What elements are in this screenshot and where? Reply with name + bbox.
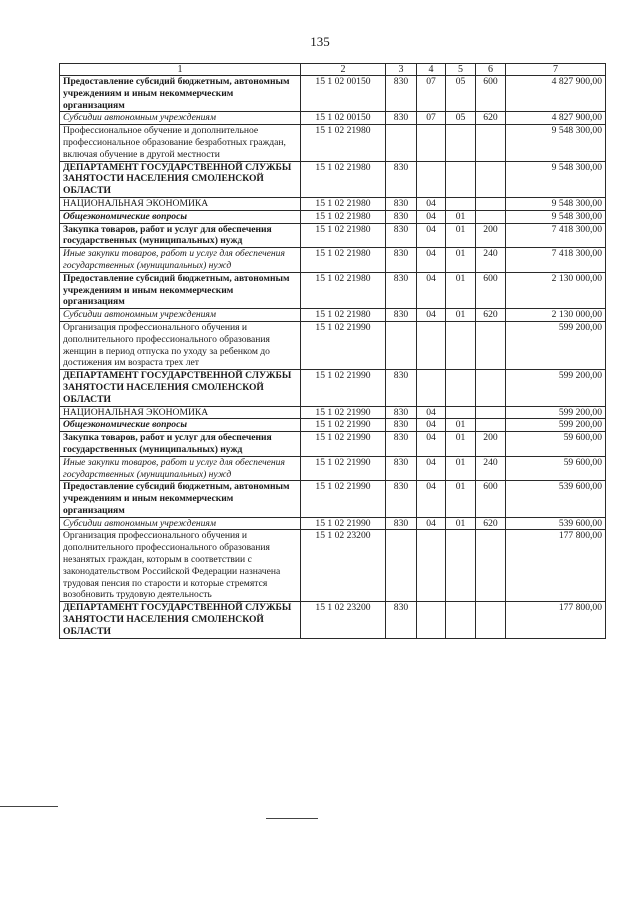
row-name-cell: Предоставление субсидий бюджетным, автономным учреждениям и иным некоммерческим организациям	[60, 481, 301, 517]
row-amount-cell: 7 418 300,00	[506, 223, 606, 248]
row-dept-cell: 830	[386, 602, 417, 638]
table-row	[60, 419, 606, 432]
row-name-cell: ДЕПАРТАМЕНТ ГОСУДАРСТВЕННОЙ СЛУЖБЫ ЗАНЯТОСТИ НАСЕЛЕНИЯ СМОЛЕНСКОЙ ОБЛАСТИ	[60, 602, 301, 638]
row-code-cell: 15 1 02 21980	[301, 197, 386, 210]
row-section-cell: 04	[417, 456, 446, 481]
row-subsection-cell: 01	[446, 419, 476, 432]
row-amount-cell: 9 548 300,00	[506, 197, 606, 210]
row-subsection-cell	[446, 161, 476, 197]
header-cell: 7	[506, 64, 606, 76]
row-section-cell: 04	[417, 517, 446, 530]
row-dept-cell: 830	[386, 161, 417, 197]
row-subsection-cell: 01	[446, 517, 476, 530]
row-subsection-cell: 01	[446, 210, 476, 223]
row-code-cell: 15 1 02 21990	[301, 370, 386, 406]
row-code-cell: 15 1 02 23200	[301, 602, 386, 638]
row-amount-cell: 9 548 300,00	[506, 210, 606, 223]
row-expense-cell	[476, 125, 506, 161]
table-row	[60, 432, 606, 457]
row-dept-cell: 830	[386, 432, 417, 457]
row-amount-cell: 7 418 300,00	[506, 248, 606, 273]
row-amount-cell: 9 548 300,00	[506, 125, 606, 161]
row-amount-cell: 4 827 900,00	[506, 76, 606, 112]
row-dept-cell: 830	[386, 406, 417, 419]
row-expense-cell	[476, 530, 506, 602]
row-amount-cell: 599 200,00	[506, 321, 606, 369]
row-section-cell	[417, 321, 446, 369]
row-subsection-cell	[446, 370, 476, 406]
table-row	[60, 602, 606, 638]
table-row	[60, 530, 606, 602]
row-expense-cell: 240	[476, 248, 506, 273]
row-name-cell: Иные закупки товаров, работ и услуг для обеспечения государственных (муниципальных) нужд	[60, 248, 301, 273]
row-dept-cell: 830	[386, 112, 417, 125]
row-subsection-cell	[446, 125, 476, 161]
row-expense-cell	[476, 419, 506, 432]
table-row	[60, 125, 606, 161]
table-body	[60, 64, 606, 639]
row-expense-cell: 200	[476, 223, 506, 248]
row-dept-cell: 830	[386, 197, 417, 210]
row-code-cell: 15 1 02 21990	[301, 481, 386, 517]
row-expense-cell	[476, 602, 506, 638]
header-cell: 3	[386, 64, 417, 76]
table-row	[60, 481, 606, 517]
row-expense-cell	[476, 370, 506, 406]
table-row	[60, 272, 606, 308]
row-subsection-cell: 01	[446, 248, 476, 273]
row-amount-cell: 599 200,00	[506, 406, 606, 419]
table-header-row	[60, 64, 606, 76]
table-row	[60, 370, 606, 406]
row-subsection-cell	[446, 321, 476, 369]
page-number: 135	[310, 34, 330, 49]
table-row	[60, 321, 606, 369]
header-cell: 6	[476, 64, 506, 76]
row-code-cell: 15 1 02 23200	[301, 530, 386, 602]
row-name-cell: Иные закупки товаров, работ и услуг для обеспечения государственных (муниципальных) нужд	[60, 456, 301, 481]
row-dept-cell: 830	[386, 223, 417, 248]
row-name-cell: ДЕПАРТАМЕНТ ГОСУДАРСТВЕННОЙ СЛУЖБЫ ЗАНЯТОСТИ НАСЕЛЕНИЯ СМОЛЕНСКОЙ ОБЛАСТИ	[60, 370, 301, 406]
row-section-cell: 07	[417, 112, 446, 125]
table-row	[60, 76, 606, 112]
row-dept-cell: 830	[386, 481, 417, 517]
row-subsection-cell	[446, 197, 476, 210]
table-row	[60, 161, 606, 197]
row-section-cell: 04	[417, 432, 446, 457]
row-section-cell: 04	[417, 309, 446, 322]
row-dept-cell: 830	[386, 456, 417, 481]
header-cell: 4	[417, 64, 446, 76]
row-dept-cell: 830	[386, 210, 417, 223]
row-dept-cell	[386, 125, 417, 161]
row-section-cell	[417, 125, 446, 161]
row-code-cell: 15 1 02 21980	[301, 125, 386, 161]
row-code-cell: 15 1 02 00150	[301, 76, 386, 112]
row-section-cell: 04	[417, 223, 446, 248]
row-code-cell: 15 1 02 21990	[301, 517, 386, 530]
row-name-cell: Организация профессионального обучения и дополнительного профессионального образования женщин в период отпуска по уходу за ребенком до достижения им возраста трех лет	[60, 321, 301, 369]
row-dept-cell	[386, 321, 417, 369]
row-code-cell: 15 1 02 21990	[301, 419, 386, 432]
row-dept-cell: 830	[386, 309, 417, 322]
table-row	[60, 223, 606, 248]
row-code-cell: 15 1 02 21980	[301, 272, 386, 308]
row-name-cell: Профессиональное обучение и дополнительное профессиональное образование безработных граждан, включая обучение в другой местности	[60, 125, 301, 161]
row-subsection-cell: 01	[446, 223, 476, 248]
row-subsection-cell: 01	[446, 272, 476, 308]
row-dept-cell: 830	[386, 517, 417, 530]
row-dept-cell: 830	[386, 272, 417, 308]
row-name-cell: НАЦИОНАЛЬНАЯ ЭКОНОМИКА	[60, 197, 301, 210]
row-section-cell	[417, 370, 446, 406]
row-dept-cell: 830	[386, 248, 417, 273]
row-dept-cell: 830	[386, 419, 417, 432]
row-dept-cell: 830	[386, 76, 417, 112]
row-expense-cell	[476, 197, 506, 210]
row-name-cell: Общеэкономические вопросы	[60, 419, 301, 432]
table-row	[60, 406, 606, 419]
table-row	[60, 517, 606, 530]
row-name-cell: Предоставление субсидий бюджетным, автономным учреждениям и иным некоммерческим организациям	[60, 76, 301, 112]
row-name-cell: ДЕПАРТАМЕНТ ГОСУДАРСТВЕННОЙ СЛУЖБЫ ЗАНЯТОСТИ НАСЕЛЕНИЯ СМОЛЕНСКОЙ ОБЛАСТИ	[60, 161, 301, 197]
row-subsection-cell: 01	[446, 309, 476, 322]
row-expense-cell	[476, 161, 506, 197]
row-amount-cell: 2 130 000,00	[506, 309, 606, 322]
row-code-cell: 15 1 02 00150	[301, 112, 386, 125]
row-name-cell: Закупка товаров, работ и услуг для обеспечения государственных (муниципальных) нужд	[60, 432, 301, 457]
row-expense-cell: 600	[476, 76, 506, 112]
row-name-cell: НАЦИОНАЛЬНАЯ ЭКОНОМИКА	[60, 406, 301, 419]
row-section-cell	[417, 530, 446, 602]
row-amount-cell: 599 200,00	[506, 419, 606, 432]
row-name-cell: Субсидии автономным учреждениям	[60, 517, 301, 530]
row-subsection-cell: 01	[446, 432, 476, 457]
row-subsection-cell	[446, 602, 476, 638]
row-amount-cell: 539 600,00	[506, 481, 606, 517]
budget-table	[59, 63, 606, 639]
row-name-cell: Субсидии автономным учреждениям	[60, 112, 301, 125]
row-amount-cell: 599 200,00	[506, 370, 606, 406]
row-amount-cell: 4 827 900,00	[506, 112, 606, 125]
table-row	[60, 456, 606, 481]
row-code-cell: 15 1 02 21980	[301, 161, 386, 197]
row-expense-cell	[476, 321, 506, 369]
row-code-cell: 15 1 02 21990	[301, 432, 386, 457]
row-expense-cell: 620	[476, 309, 506, 322]
row-expense-cell: 600	[476, 481, 506, 517]
row-expense-cell: 240	[476, 456, 506, 481]
row-subsection-cell: 01	[446, 481, 476, 517]
row-name-cell: Предоставление субсидий бюджетным, автономным учреждениям и иным некоммерческим организациям	[60, 272, 301, 308]
row-subsection-cell	[446, 406, 476, 419]
row-section-cell: 04	[417, 406, 446, 419]
table-row	[60, 210, 606, 223]
row-name-cell: Общеэкономические вопросы	[60, 210, 301, 223]
row-expense-cell	[476, 210, 506, 223]
row-amount-cell: 177 800,00	[506, 530, 606, 602]
table-row	[60, 197, 606, 210]
row-code-cell: 15 1 02 21980	[301, 309, 386, 322]
row-name-cell: Закупка товаров, работ и услуг для обеспечения государственных (муниципальных) нужд	[60, 223, 301, 248]
row-code-cell: 15 1 02 21980	[301, 248, 386, 273]
row-amount-cell: 539 600,00	[506, 517, 606, 530]
row-dept-cell	[386, 530, 417, 602]
row-section-cell: 04	[417, 481, 446, 517]
scan-line	[266, 818, 318, 819]
row-section-cell: 07	[417, 76, 446, 112]
row-amount-cell: 59 600,00	[506, 432, 606, 457]
row-section-cell	[417, 161, 446, 197]
row-subsection-cell: 05	[446, 76, 476, 112]
row-expense-cell: 600	[476, 272, 506, 308]
row-expense-cell: 200	[476, 432, 506, 457]
row-amount-cell: 59 600,00	[506, 456, 606, 481]
row-expense-cell: 620	[476, 112, 506, 125]
row-amount-cell: 2 130 000,00	[506, 272, 606, 308]
scan-line	[0, 806, 58, 807]
row-subsection-cell	[446, 530, 476, 602]
row-section-cell: 04	[417, 248, 446, 273]
row-amount-cell: 9 548 300,00	[506, 161, 606, 197]
row-section-cell	[417, 602, 446, 638]
row-section-cell: 04	[417, 272, 446, 308]
row-code-cell: 15 1 02 21980	[301, 223, 386, 248]
row-expense-cell	[476, 406, 506, 419]
row-subsection-cell: 05	[446, 112, 476, 125]
row-code-cell: 15 1 02 21990	[301, 321, 386, 369]
row-dept-cell: 830	[386, 370, 417, 406]
table-row	[60, 112, 606, 125]
row-subsection-cell: 01	[446, 456, 476, 481]
row-amount-cell: 177 800,00	[506, 602, 606, 638]
table-row	[60, 309, 606, 322]
row-name-cell: Организация профессионального обучения и дополнительного профессионального образования незанятых граждан, которым в соответствии с законодательством Российской Федерации назначена трудовая пенсия по старости и которые стремятся возобновить трудовую деятельность	[60, 530, 301, 602]
table-row	[60, 248, 606, 273]
row-section-cell: 04	[417, 210, 446, 223]
row-code-cell: 15 1 02 21990	[301, 406, 386, 419]
row-section-cell: 04	[417, 197, 446, 210]
header-cell: 5	[446, 64, 476, 76]
row-code-cell: 15 1 02 21980	[301, 210, 386, 223]
row-name-cell: Субсидии автономным учреждениям	[60, 309, 301, 322]
row-section-cell: 04	[417, 419, 446, 432]
header-cell: 2	[301, 64, 386, 76]
header-cell: 1	[60, 64, 301, 76]
row-code-cell: 15 1 02 21990	[301, 456, 386, 481]
row-expense-cell: 620	[476, 517, 506, 530]
